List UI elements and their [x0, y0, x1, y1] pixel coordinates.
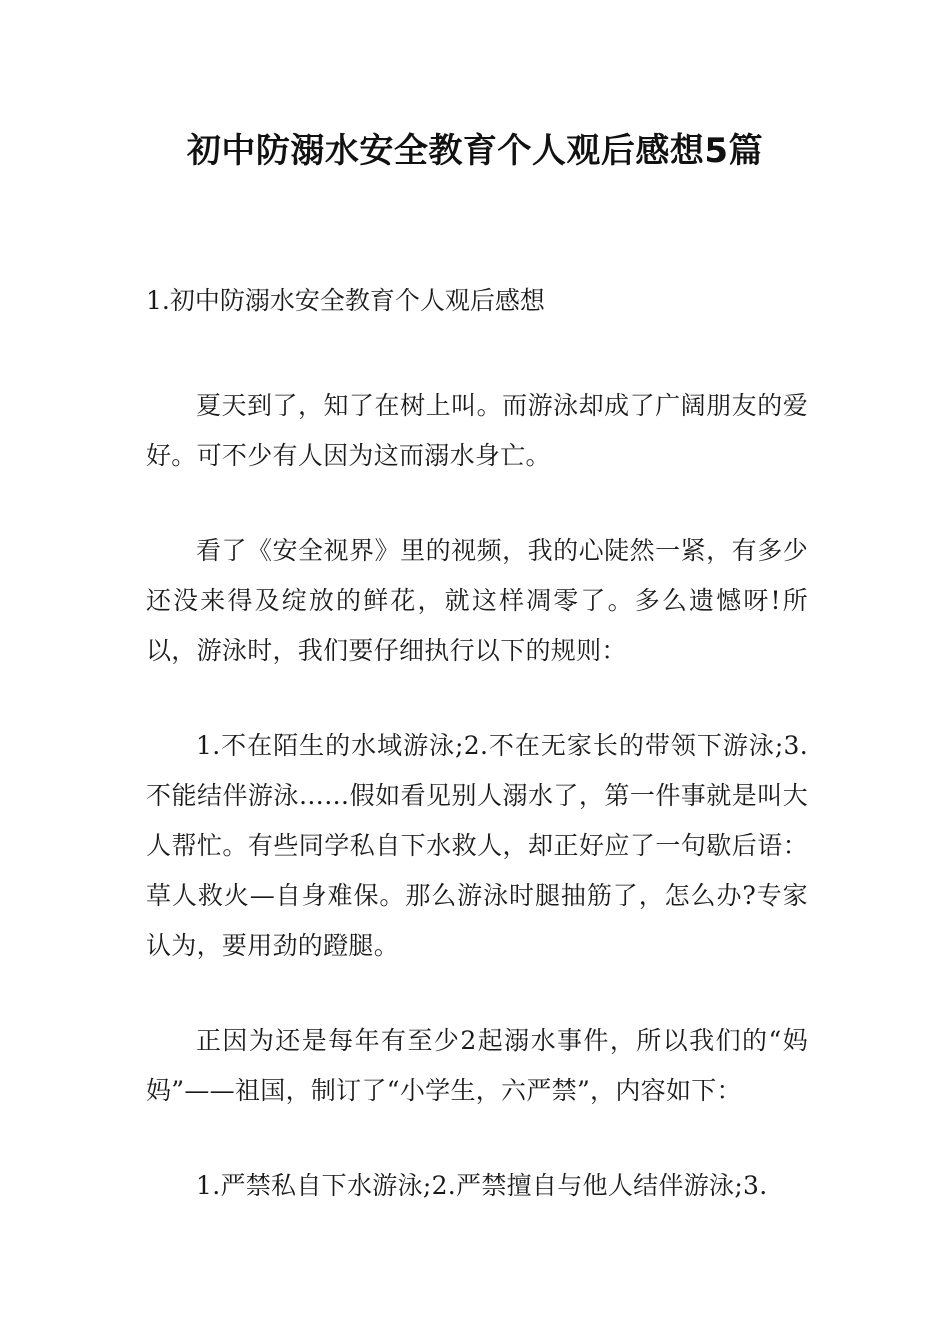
paragraph: 看了《安全视界》里的视频，我的心陡然一紧，有多少还没来得及绽放的鲜花，就这样凋零了。多么遗憾呀!所以，游泳时，我们要仔细执行以下的规则：: [146, 536, 808, 665]
document-title: 初中防溺水安全教育个人观后感想5篇: [186, 131, 764, 171]
paragraph: 夏天到了，知了在树上叫。而游泳却成了广阔朋友的爱好。可不少有人因为这而溺水身亡。: [146, 391, 808, 470]
section-heading: 1.初中防溺水安全教育个人观后感想: [146, 286, 545, 315]
document-body: [146, 280, 808, 1211]
paragraph: 1.严禁私自下水游泳;2.严禁擅自与他人结伴游泳;3.: [196, 1171, 768, 1200]
paragraph: 1.不在陌生的水域游泳;2.不在无家长的带领下游泳;3.不能结伴游泳……假如看见别人溺水了，第一件事就是叫大人帮忙。有些同学私自下水救人，却正好应了一句歇后语：草人救火—自身难保。那么游泳时腿抽筋了，怎么办?专家认为，要用劲的蹬腿。: [146, 731, 808, 960]
paragraph: 正因为还是每年有至少2起溺水事件，所以我们的“妈妈”——祖国，制订了“小学生，六严禁”，内容如下：: [146, 1026, 808, 1105]
